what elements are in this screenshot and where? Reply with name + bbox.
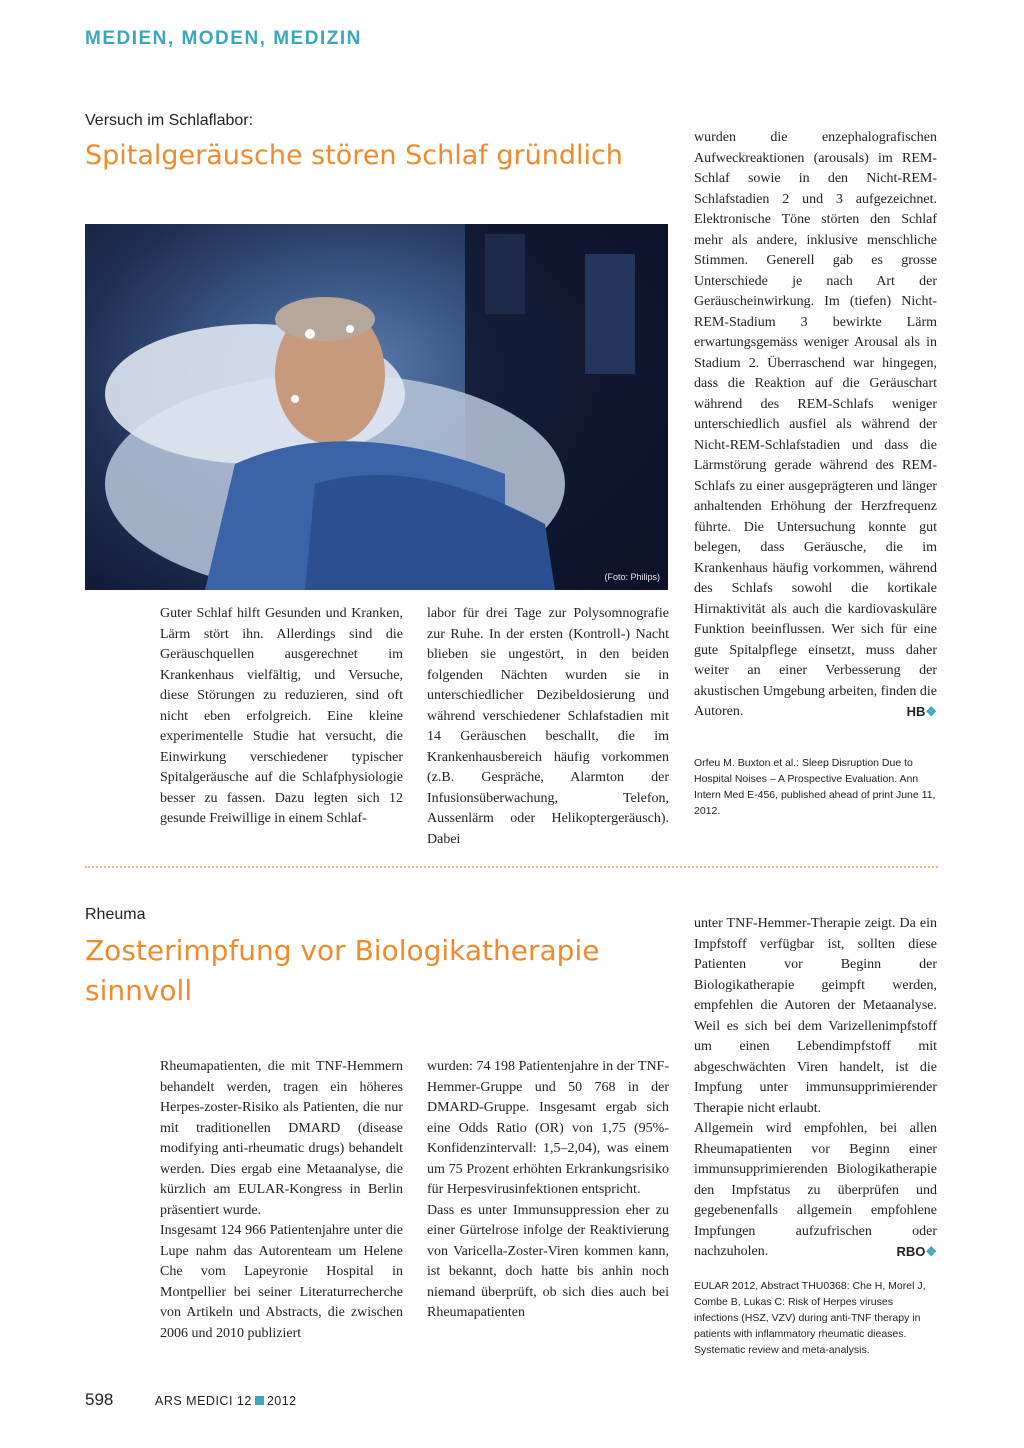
article2-column-2 (427, 1057, 669, 1324)
journal-year: 2012 (266, 1394, 297, 1408)
article1-column-3 (694, 128, 937, 723)
hospital-sleep-photo (85, 224, 668, 590)
article1-col1-text: Guter Schlaf hilft Gesunden und Kranken, Lärm stört ihn. Allerdings sind die Geräuschquellen ausgerechnet im Krankenhaus vielfältig, und Versuche, diese Störungen zu reduzieren, sind oft nicht eben erfolgreich. Eine kleine experimentelle Studie hat versucht, die Einwirkung verschiedener typischer Spitalgeräusche auf die Schlafphysiologie besser zu fassen. Dazu legten sich 12 gesunde Freiwillige in einem Schlaf- (160, 606, 403, 826)
article-divider (85, 866, 938, 868)
article1-col2-text: labor für drei Tage zur Polysomnografie zur Ruhe. In der ersten (Kontroll-) Nacht blieben sie ungestört, in den beiden folgenden Nächten wurden sie in unterschiedlicher Dezibeldosierung und während verschiedener Schlafstadien mit 14 Geräuschen beschallt, die im Krankenhausbereich häufig vorkommen (z.B. Gespräche, Alarmton der Infusionsüberwachung, Telefon, Aussenlärm oder Helikoptergeräusch). Dabei (427, 606, 669, 847)
article2-col2-text: wurden: 74 198 Patientenjahre in der TNF-Hemmer-Gruppe und 50 768 in der DMARD-Gruppe. Insgesamt ergab sich eine Odds Ratio (OR) von 1,75 (95%-Konfidenzintervall: 1,5–2,04), was einem um 75 Prozent erhöhten Erkrankungsrisiko für Herpesvirusinfektionen entspricht. (427, 1059, 669, 1197)
article2-col1b-text: Insgesamt 124 966 Patientenjahre unter die Lupe nahm das Autorenteam um Helene Che vom Lapeyronie Hospital in Montpellier bei seiner Literaturrecherche von Artikeln und Abstracts, die zwischen 2006 und 2010 publiziert (160, 1223, 403, 1341)
article1-col3-text (694, 128, 937, 723)
article2-signature (896, 1242, 937, 1263)
article2-col2b-text: Dass es unter Immunsuppression eher zu einer Gürtelrose infolge der Reaktivierung von Varicella-Zoster-Viren kommen kann, ist bekannt, doch hatte bis anhin noch niemand überprüft, ob sich dies auch bei Rheumapatienten (427, 1202, 669, 1320)
article2-column-3 (694, 914, 937, 1263)
photo-illustration (85, 224, 668, 590)
article1-signature-text: HB (906, 704, 926, 719)
journal-name: ARS MEDICI 12 (155, 1394, 252, 1408)
page-number: 598 (85, 1390, 114, 1409)
article1-column-1 (160, 604, 403, 830)
article2-signature-text: RBO (896, 1244, 926, 1259)
article2-col3b-body: Allgemein wird empfohlen, bei allen Rheumapatienten vor Beginn einer immunsupprimierenden Biologikatherapie den Impfstatus zu überprüfen und gegebenenfalls allgemein empfohlene Impfungen aufzufrischen oder nachzuholen. (694, 1121, 937, 1259)
article2-reference: EULAR 2012, Abstract THU0368: Che H, Morel J, Combe B, Lukas C: Risk of Herpes viruses infections (HSZ, VZV) during anti-TNF therapy in patients with inflammatory rheumatic dieases. Systematic review and meta-analysis. (694, 1280, 926, 1356)
article1-signature (907, 702, 937, 723)
article2-title: Zosterimpfung vor Biologikatherapie sinnvoll (85, 934, 600, 1007)
article2-column-1 (160, 1057, 403, 1344)
signature-diamond-icon: ❖ (925, 704, 937, 719)
article1-title: Spitalgeräusche stören Schlaf gründlich (85, 140, 623, 171)
signature-diamond-icon: ❖ (925, 1244, 937, 1259)
article2-col3-text: unter TNF-Hemmer-Therapie zeigt. Da ein Impfstoff verfügbar ist, sollten diese Patienten vor Beginn der Biologikatherapie geimpft werden, empfehlen die Autoren der Metaanalyse. Weil es sich bei dem Varizellenimpfstoff um einen Lebendimpfstoff mit abgeschwächten Viren handelt, ist die Impfung unter immunsupprimierender Therapie nicht erlaubt. (694, 916, 937, 1116)
article2-kicker: Rheuma (85, 906, 146, 923)
journal-footer (155, 1394, 297, 1408)
article1-kicker: Versuch im Schlaflabor: (85, 112, 254, 129)
article1-reference: Orfeu M. Buxton et al.: Sleep Disruption Due to Hospital Noises – A Prospective Evaluation. Ann Intern Med E-456, published ahead of print June 11, 2012. (694, 757, 936, 817)
footer-square-icon (255, 1396, 264, 1405)
photo-credit: (Foto: Philips) (604, 572, 660, 582)
article1-column-2 (427, 604, 669, 850)
section-header: MEDIEN, MODEN, MEDIZIN (85, 28, 362, 49)
article2-col1-text: Rheumapatienten, die mit TNF-Hemmern behandelt werden, tragen ein höheres Herpes-zoster-Risiko als Patienten, die nur mit traditionellen DMARD (disease modifying anti-rheumatic drugs) behandelt werden. Dies ergab eine Metaanalyse, die kürzlich am EULAR-Kongress in Berlin präsentiert wurde. (160, 1059, 403, 1218)
article1-col3-body: wurden die enzephalografischen Aufweckreaktionen (arousals) im REM-Schlaf sowie in den Nicht-REM-Schlafstadien 2 und 3 aufgezeichnet. Elektronische Töne störten den Schlaf mehr als andere, inklusive menschliche Stimmen. Generell gab es grosse Unterschiede je nach Art der Geräuscheinwirkung. Im (tiefen) Nicht-REM-Stadium 3 bewirkte Lärm erwartungsgemäss weniger Arousal als in Stadium 2. Überraschend war hingegen, dass die Reaktion auf die Geräuschart während des REM-Schlafs weniger unterschiedlich ausfiel als während der Nicht-REM-Schlafstadien und dass die Lärmstörung gerade während des REM-Schlafs zu einer ausgeprägteren und länger anhaltenden Erhöhung der Herzfrequenz führte. Die Untersuchung konnte gut belegen, dass Geräusche, die im Krankenhaus häufig vorkommen, während des Schlafs sowohl die kortikale Hirnaktivität als auch die kardiovaskuläre Funktion beeinflussen. Wer sich für eine gute Spitalpflege einsetzt, muss daher weiter an einer Verbesserung der akustischen Umgebung arbeiten, finden die Autoren. (694, 130, 937, 719)
article2-col3b-text (694, 1119, 937, 1263)
